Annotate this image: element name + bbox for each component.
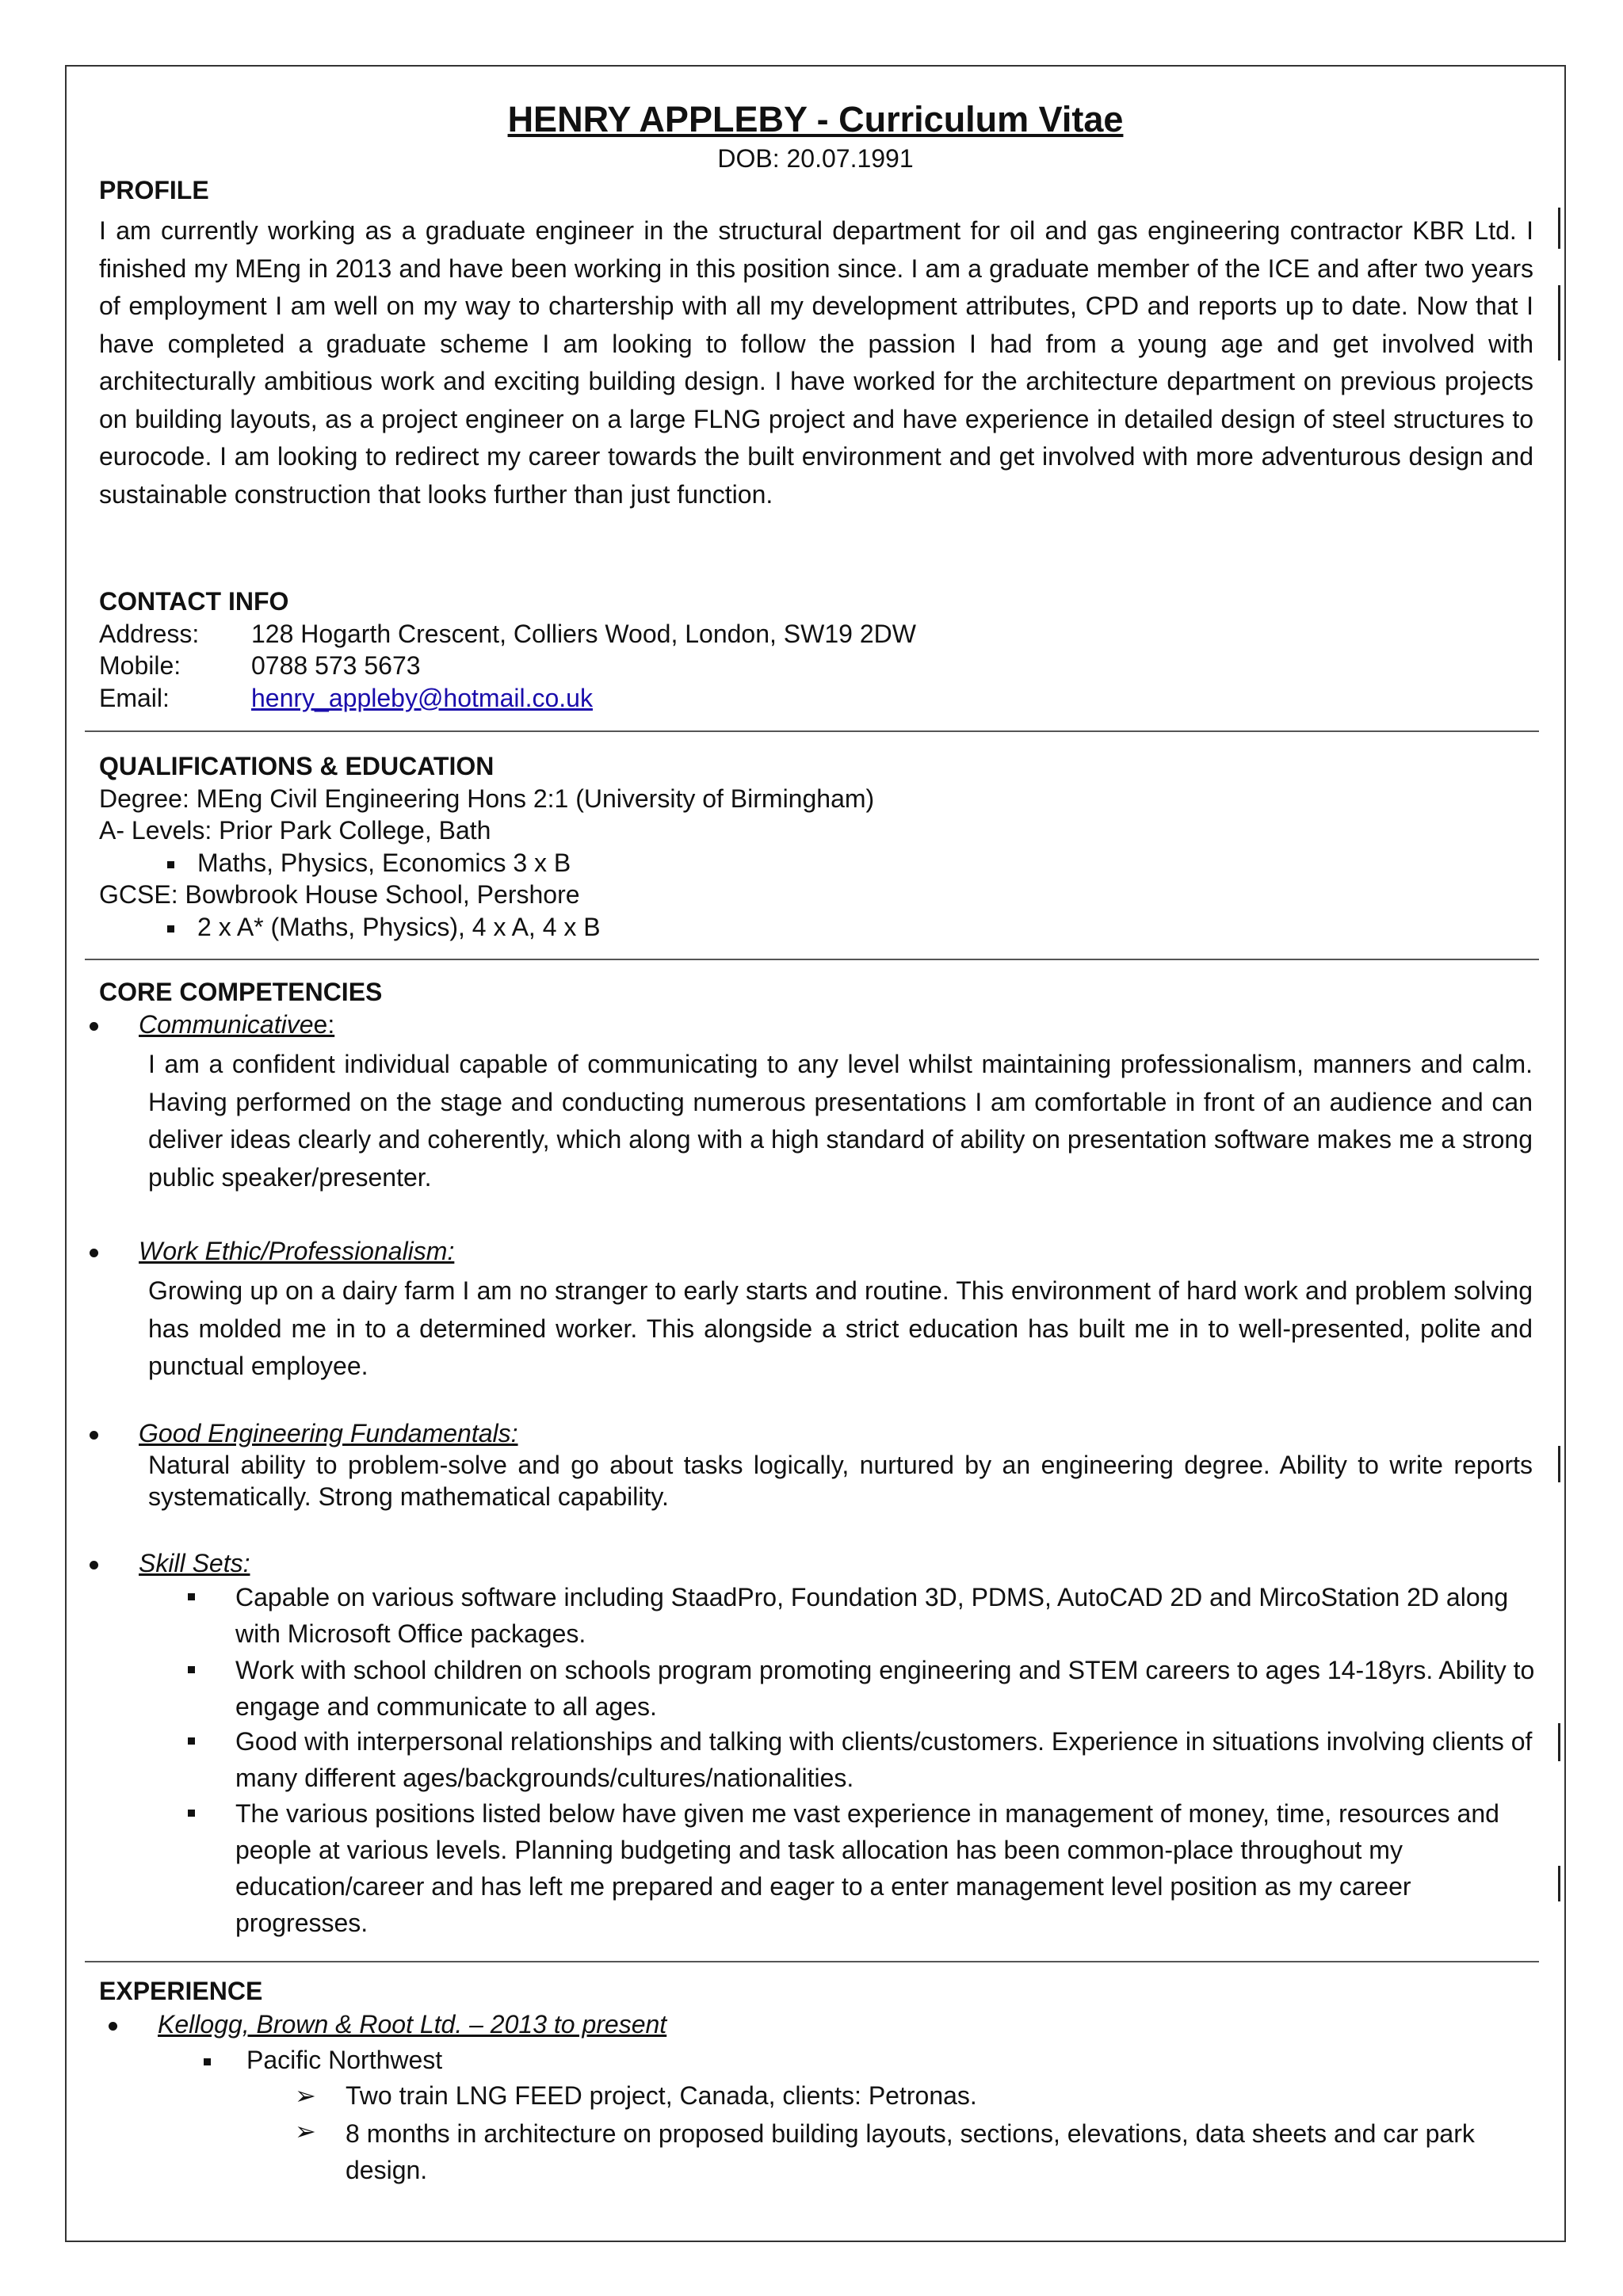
experience-heading: EXPERIENCE — [99, 1977, 263, 2005]
square-bullet — [188, 1579, 195, 1611]
round-bullet — [109, 2008, 117, 2040]
address-label: Address: — [99, 620, 200, 648]
change-bar — [1558, 1446, 1560, 1482]
address-row — [99, 618, 916, 650]
communicative-title: Communicative — [139, 1010, 314, 1039]
change-bar — [1558, 1723, 1560, 1761]
square-bullet — [204, 2044, 211, 2076]
change-bar — [1558, 1866, 1560, 1901]
engineering-text: Natural ability to problem-solve and go about tasks logically, nurtured by an engineering degree. Ability to write reports systematically. Strong mathematical capability. — [148, 1451, 1533, 1511]
round-bullet — [90, 1547, 98, 1579]
work-ethic-text: Growing up on a dairy farm I am no stranger to early starts and routine. This environment of hard work and problem solving has molded me in to a determined worker. This alongside a strict education has built me in to well-presented, polite and punctual employee. — [148, 1276, 1533, 1380]
communicative-suffix: e: — [313, 1010, 335, 1039]
date-of-birth: DOB: 20.07.1991 — [717, 144, 914, 173]
email-label: Email: — [99, 684, 170, 712]
alevels-line: A- Levels: Prior Park College, Bath — [99, 816, 491, 845]
section-divider — [85, 730, 1539, 732]
skill-item: Work with school children on schools program promoting engineering and STEM careers to ages 14-18yrs. Ability to engage and communicate to all ages. — [235, 1656, 1535, 1721]
experience-detail: 8 months in architecture on proposed building layouts, sections, elevations, data sheets and car park design. — [346, 2119, 1475, 2184]
communicative-heading — [139, 1009, 334, 1040]
communicative-text: I am a confident individual capable of communicating to any level whilst maintaining professionalism, manners and calm. Having performed on the stage and conducting numerous presentations I am comfortable in front of an audience and can deliver ideas clearly and coherently, which along with a high standard of ability on presentation software makes me a strong public speaker/presenter. — [148, 1050, 1533, 1192]
degree-line: Degree: MEng Civil Engineering Hons 2:1 (University of Birmingham) — [99, 784, 875, 813]
gcse-line: GCSE: Bowbrook House School, Pershore — [99, 880, 580, 909]
profile-heading: PROFILE — [99, 176, 209, 204]
work-ethic-title: Work Ethic/Professionalism: — [139, 1237, 455, 1265]
square-bullet — [167, 911, 174, 943]
experience-detail: Two train LNG FEED project, Canada, clients: Petronas. — [346, 2081, 977, 2110]
employer-line: Kellogg, Brown & Root Ltd. – 2013 to present — [158, 2010, 667, 2039]
section-divider — [85, 1961, 1539, 1962]
square-bullet — [188, 1652, 195, 1684]
qualifications-heading: QUALIFICATIONS & EDUCATION — [99, 752, 495, 780]
email-link[interactable]: henry_appleby@hotmail.co.uk — [251, 684, 593, 712]
skill-item: The various positions listed below have given me vast experience in management of money, time, resources and people at various levels. Planning budgeting and task allocation has been common-place throughout my education/career and has left me prepared and eager to a enter management level position as my career progresses. — [235, 1799, 1499, 1937]
project-name: Pacific Northwest — [246, 2046, 443, 2074]
address-value: 128 Hogarth Crescent, Colliers Wood, London, SW19 2DW — [251, 620, 916, 648]
arrow-bullet-icon: ➢ — [295, 2117, 316, 2145]
profile-text: I am currently working as a graduate engineer in the structural department for oil and gas engineering contractor KBR Ltd. I finished my MEng in 2013 and have been working in this position since. I am a graduate member of the ICE and after two years of employment I am well on my way to chartership with all my development attributes, CPD and reports up to date. Now that I have completed a graduate scheme I am looking to follow the passion I had from a young age and get involved with architecturally ambitious work and exciting building design. I have worked for the architecture department on previous projects on building layouts, as a project engineer on a large FLNG project and have experience in detailed design of steel structures to eurocode. I am looking to redirect my career towards the built environment and get involved with more adventurous design and sustainable construction that looks further than just function. — [99, 216, 1533, 509]
email-row — [99, 682, 593, 714]
cv-title: HENRY APPLEBY - Curriculum Vitae — [507, 99, 1124, 139]
mobile-row — [99, 650, 421, 681]
gcse-detail: 2 x A* (Maths, Physics), 4 x A, 4 x B — [197, 913, 601, 941]
round-bullet — [90, 1417, 98, 1449]
arrow-bullet-icon: ➢ — [295, 2081, 316, 2110]
alevels-detail: Maths, Physics, Economics 3 x B — [197, 849, 571, 877]
square-bullet — [188, 1795, 195, 1827]
round-bullet — [90, 1235, 98, 1267]
engineering-title: Good Engineering Fundamentals: — [139, 1419, 518, 1447]
skill-item: Capable on various software including StaadPro, Foundation 3D, PDMS, AutoCAD 2D and MircoStation 2D along with Microsoft Office packages. — [235, 1583, 1509, 1648]
square-bullet — [167, 847, 174, 879]
mobile-label: Mobile: — [99, 651, 181, 680]
change-bar — [1558, 208, 1560, 249]
competencies-heading: CORE COMPETENCIES — [99, 978, 383, 1006]
change-bar — [1558, 285, 1560, 360]
round-bullet — [90, 1009, 98, 1040]
skill-sets-title: Skill Sets: — [139, 1549, 250, 1577]
section-divider — [85, 959, 1539, 960]
mobile-value: 0788 573 5673 — [251, 651, 421, 680]
contact-heading: CONTACT INFO — [99, 587, 289, 616]
skill-item: Good with interpersonal relationships and talking with clients/customers. Experience in situations involving clients of many different ages/backgrounds/cultures/nationalities. — [235, 1727, 1533, 1792]
square-bullet — [188, 1723, 195, 1755]
